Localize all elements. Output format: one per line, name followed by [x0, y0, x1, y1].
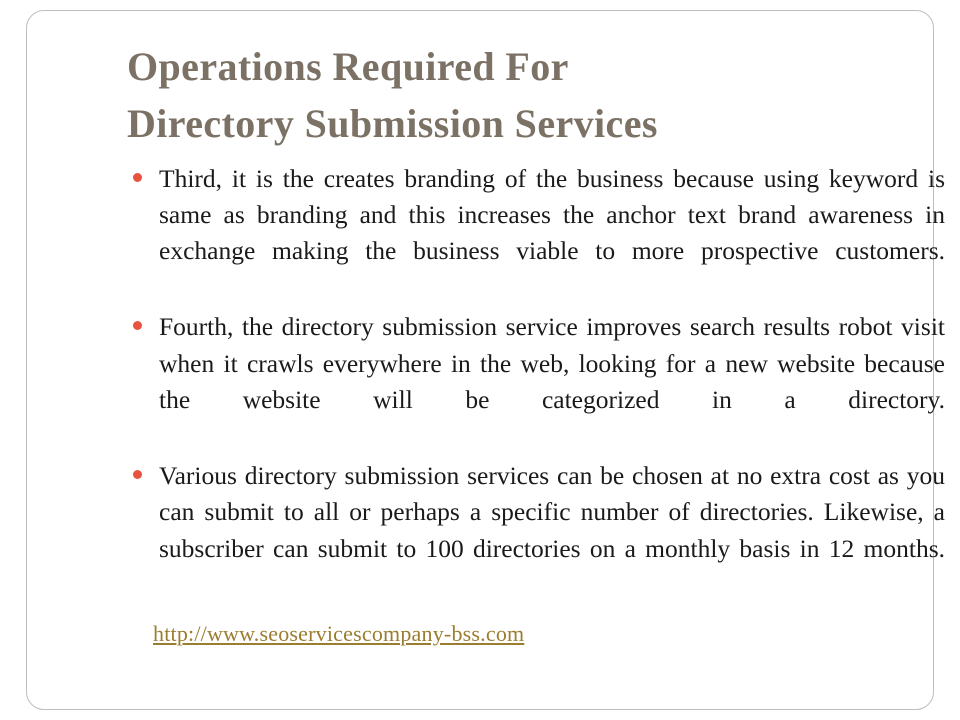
bullet-dot-icon	[133, 470, 142, 479]
title-line-1: Operations Required For	[127, 44, 569, 89]
list-item	[127, 309, 945, 454]
bullet-dot-icon	[133, 173, 142, 182]
list-item	[127, 458, 945, 603]
bullet-dot-icon	[133, 321, 142, 330]
list-item-text: Various directory submission services can be chosen at no extra cost as you can submit to all or perhaps a specific number of directories. Likewise, a subscriber can submit to 100 directories on a monthly basis in 12 months.	[159, 461, 945, 563]
list-item-text: Fourth, the directory submission service improves search results robot visit when it crawls everywhere in the web, looking for a new website because the website will be categorized in a directory.	[159, 312, 945, 414]
page-title	[127, 39, 945, 153]
list-item	[127, 161, 945, 306]
title-line-2: Directory Submission Services	[127, 100, 658, 146]
slide-frame	[26, 10, 945, 710]
link-row	[127, 621, 945, 647]
slide-content	[127, 39, 945, 647]
list-item-text: Third, it is the creates branding of the business because using keyword is same as branding and this increases the anchor text brand awareness in exchange making the business viable to more prospective customers.	[159, 163, 945, 265]
website-link[interactable]: http://www.seoservicescompany-bss.com	[153, 621, 525, 647]
bullet-list	[127, 161, 945, 603]
